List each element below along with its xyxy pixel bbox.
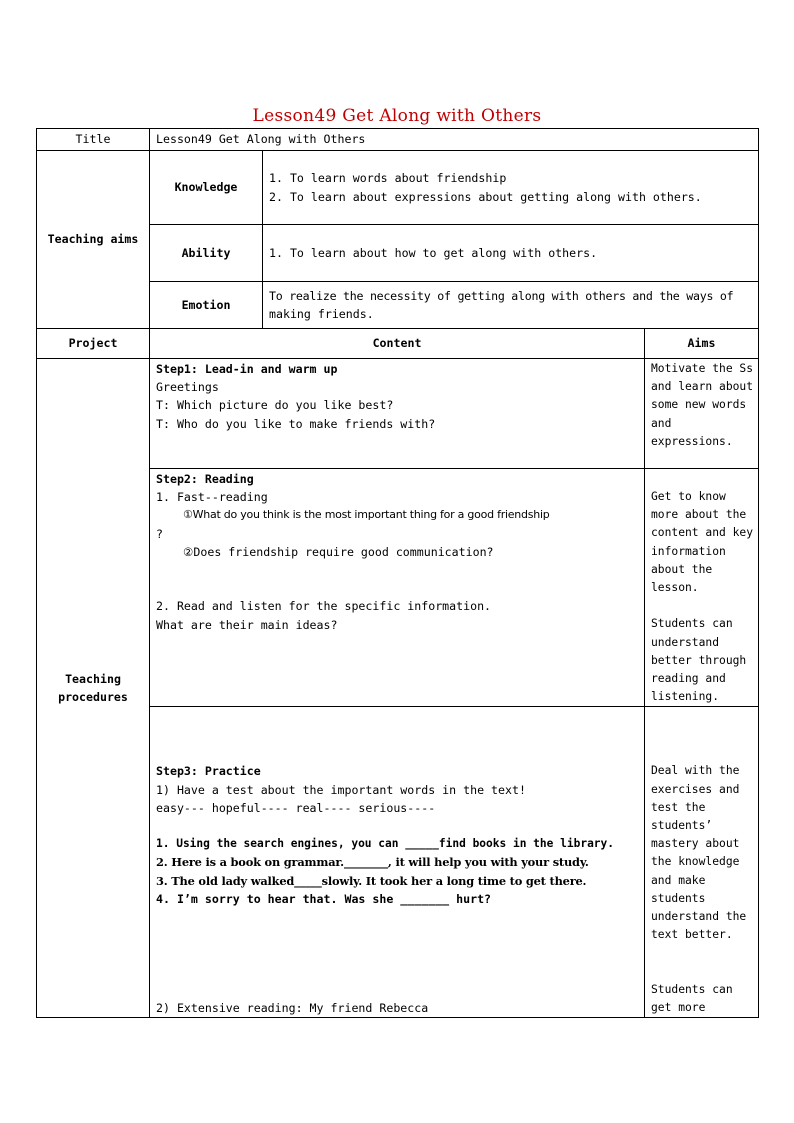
aim-line: understand the	[651, 910, 747, 924]
step1-aims	[645, 359, 759, 469]
aim-line: Motivate the Ss	[651, 362, 754, 375]
teaching-aims-label: Teaching aims	[37, 151, 150, 329]
question-1: ①What do you think is the most important thing for a good friendship	[183, 508, 550, 522]
aim-line: Students can	[651, 982, 733, 996]
step1-line: T: Which picture do you like best?	[156, 398, 394, 413]
title-label: Title	[37, 129, 150, 151]
emotion-content	[263, 282, 759, 329]
content-header: Content	[150, 329, 645, 359]
emotion-label: Emotion	[150, 282, 263, 329]
aim-line: text better.	[651, 928, 733, 942]
aim-line: test the	[651, 800, 706, 814]
ability-label: Ability	[150, 225, 263, 282]
aim-line: information	[651, 544, 726, 558]
knowledge-item: 2. To learn about expressions about getting along with others.	[269, 189, 702, 204]
aim-line: and make	[651, 873, 706, 887]
document-title: Lesson49 Get Along with Others	[252, 106, 542, 126]
question-2: ②Does friendship require good communication?	[183, 544, 494, 559]
step1-content	[150, 359, 645, 469]
aim-line: reading and	[651, 672, 726, 686]
aim-line: the knowledge	[651, 855, 740, 869]
knowledge-row	[37, 151, 759, 225]
title-row	[37, 129, 759, 151]
step1-line: Greetings	[156, 380, 219, 395]
aim-line: more about the	[651, 508, 747, 522]
knowledge-item: 1. To learn words about friendship	[269, 171, 507, 186]
lesson-plan-table	[36, 128, 759, 1018]
procedures-label	[37, 359, 150, 1018]
procedures-label-text: Teaching procedures	[58, 671, 128, 705]
task-2: 2) Extensive reading: My friend Rebecca	[156, 1000, 429, 1015]
aim-line: and	[651, 416, 672, 430]
aim-line: about the	[651, 562, 713, 576]
aim-line: exercises and	[651, 782, 740, 796]
aim-line: Deal with the	[651, 764, 740, 778]
step3-content	[150, 707, 645, 1018]
step2-content	[150, 469, 645, 707]
aim-line: expressions.	[651, 434, 733, 448]
aim-line: better through	[651, 653, 747, 667]
aim-line: students’	[651, 819, 713, 833]
practice-sentence: 1. Using the search engines, you can _____find books in the library.	[156, 837, 615, 851]
step1-line: T: Who do you like to make friends with?	[156, 416, 436, 431]
task-1: 1) Have a test about the important words in the text!	[156, 782, 526, 797]
aim-line: understand	[651, 635, 720, 649]
fast-reading: 1. Fast--reading	[156, 490, 268, 505]
step2-aims	[645, 469, 759, 707]
aim-line: content and key	[651, 526, 754, 540]
aims-header: Aims	[645, 329, 759, 359]
step2-heading: Step2: Reading	[156, 472, 254, 486]
title-value: Lesson49 Get Along with Others	[150, 129, 759, 151]
knowledge-content	[263, 151, 759, 225]
knowledge-label: Knowledge	[150, 151, 263, 225]
emotion-line: To realize the necessity of getting along with others and the ways of	[269, 288, 734, 303]
word-bank: easy--- hopeful---- real---- serious----	[156, 800, 436, 815]
aim-line: some new words	[651, 398, 747, 412]
column-header-row	[37, 329, 759, 359]
aim-line: students	[651, 891, 706, 905]
main-ideas: What are their main ideas?	[156, 617, 338, 632]
step1-heading: Step1: Lead-in and warm up	[156, 362, 338, 376]
aim-line: Students can	[651, 617, 733, 631]
aim-line: listening.	[651, 690, 720, 704]
aim-line: and learn about	[651, 380, 754, 394]
aim-line: mastery about	[651, 837, 740, 851]
practice-sentence: 4. I’m sorry to hear that. Was she _______ hurt?	[156, 891, 492, 906]
read-listen: 2. Read and listen for the specific information.	[156, 599, 492, 614]
step1-row	[37, 359, 759, 469]
ability-content: 1. To learn about how to get along with others.	[263, 225, 759, 282]
emotion-line: making friends.	[269, 307, 374, 321]
practice-sentence: 3. The old lady walked_____slowly. It took her a long time to get there.	[156, 873, 587, 888]
project-header: Project	[37, 329, 150, 359]
aim-line: get more	[651, 1001, 706, 1015]
aim-line: Get to know	[651, 490, 726, 503]
question-1-end: ?	[156, 526, 163, 541]
step3-heading: Step3: Practice	[156, 764, 261, 779]
step3-aims	[645, 707, 759, 1018]
practice-sentence: 2. Here is a book on grammar.________, it will help you with your study.	[156, 855, 589, 870]
aim-line: lesson.	[651, 581, 699, 595]
